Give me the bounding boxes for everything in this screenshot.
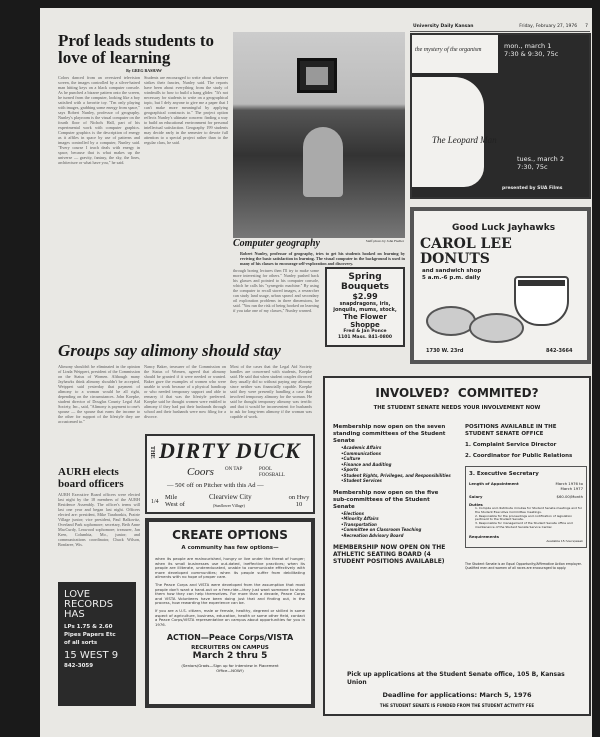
field-label: Duties <box>469 502 483 507</box>
ad-line: of all sorts <box>64 640 98 646</box>
field-value: $60.00/Month <box>556 494 583 499</box>
position: 1. Complaint Service Director <box>465 442 557 448</box>
ad-line: LOVE <box>64 589 91 600</box>
field-label: Requirements <box>469 533 499 539</box>
field-value: March 1976 to March 1977 <box>555 481 583 491</box>
membership-heading: Membership now open on the seven standing committees of the Student Senate <box>333 424 446 444</box>
shop-name: The Flower <box>343 313 387 321</box>
newspaper-page <box>40 8 592 737</box>
photo-credit: Staff photo by John Fiedler <box>365 239 404 243</box>
masthead-paper: University Daily Kansan <box>413 24 474 29</box>
article-column: through boring lectures then I'll try to make some more interesting for others." Nunley pushed back his glasses and pointed to his computer console, which he calls his "synergetic machine." By using the computer to recall stored images, a researcher can study land usage, urban sprawl and secondary oil exploration problems in three dimensions, he said. "You run the risk of being hooked on learning if you take one of my classes," Nunley warned. <box>233 268 319 313</box>
list-item: •Elections <box>341 510 365 516</box>
funding-note: THE STUDENT SENATE IS FUNDED FROM THE STUDENT ACTIVITY FEE <box>379 703 535 708</box>
list-item: 3. Responsible for management of the Student Senate office and maintenance of the Student Senate Service Center. <box>475 521 573 529</box>
bar-name: DIRTY DUCK <box>159 438 301 463</box>
shop-hours-line: 5 a.m.-6 p.m. daily <box>422 275 481 281</box>
field-label: Salary <box>469 494 483 499</box>
ad-line: HAS <box>64 609 85 620</box>
article-headline: AURH elects board officers <box>58 466 124 490</box>
membership-heading: MEMBERSHIP NOW OPEN ON THE ATHLETIC SEATING BOARD (4 STUDENT POSITIONS AVAILABLE) <box>333 544 446 565</box>
list-item: •Minority Affairs <box>341 516 379 521</box>
flower-shoppe-ad <box>325 267 405 347</box>
peace-corps-ad <box>145 518 315 708</box>
ad-line: on Hwy 10 <box>288 494 310 508</box>
article-headline: Groups say alimony should stay <box>58 341 281 360</box>
owners: Fred & Jan Ponce <box>343 329 387 334</box>
shop-name-line: DONUTS <box>420 251 490 267</box>
positions-heading: POSITIONS AVAILABLE IN THE STUDENT SENATE OFFICE <box>465 424 557 437</box>
ad-paragraph: The Peace Corps and VISTA were developed from the assumption that most people don't want a hand-out or a free-ride—they just want someone to show them how they can help themselves. For more than a decade, Peace Corps and VISTA Volunteers have been doing just that and finding out, in the process, how rewarding the experience can be. <box>155 582 305 606</box>
dirty-duck-ad <box>145 434 315 514</box>
phone: 842-3059 <box>64 663 94 669</box>
article-column: Nancy Baker, treasurer of the Commission on the Status of Women, agreed that alimony should be granted if it were needed or wanted. Baker gave the examples of women who were unable to work because of a physical handicap or who needed temporary support and able to remarry if that was the lifestyle preferred. Koepke said he thought women were entitled to alimony if they had put their husbands through school and their husbands were now filing for a divorce. <box>144 364 226 419</box>
shop-sub: and sandwich shop <box>422 268 482 274</box>
ad-dates: March 2 thru 5 <box>192 651 268 662</box>
ad-action: ACTION—Peace Corps/VISTA <box>166 633 294 643</box>
committee-list <box>333 445 451 484</box>
positions-block <box>465 424 587 570</box>
beer-brand: Coors <box>187 466 214 478</box>
film-showtime <box>517 155 564 171</box>
article-column: Alimony shouldn't be eliminated in the opinion of Linda Weippert, president of the Commission on the Status of Women. Although many Jayhawks think alimony shouldn't be accepted, Weippert said yesterday that payment of alimony to a woman would be all right, depending on the circumstances. John Koepke, student director of Douglas County Legal Aid Society, Inc., said, "Alimony is payment to one's spouse — the spouse that earns the income to the other for support of the lifestyle they are accustomed to." <box>58 364 140 424</box>
article-column: AURH Executive Board officers were elected last night by the 18 members of the AURH Residence Assembly. The officer's terms will last one year and began last night. Officers elected are: president, Mike Tarabonkis, Prairie Village junior; vice president, Paul Balkovitz, Overland Park sophomore; secretary, Beth Anne MacCurdy, Leawood sophomore; treasurer, Jan Kren, Columbia, Mo., junior; and communications coordinator, Chuck Wilson, Bonfaree, Wis. <box>58 492 140 547</box>
film-time: 7:30, 75c <box>517 163 548 171</box>
ad-line: 1/4 <box>151 499 159 505</box>
ad-title: CREATE OPTIONS <box>172 528 288 542</box>
article-aurh <box>58 466 140 576</box>
film-title: the mystery of the organism <box>412 35 498 73</box>
caption-title: Computer geography <box>233 238 320 249</box>
sua-film-ad <box>410 33 591 199</box>
film-title: The Leopard Man <box>432 135 497 145</box>
committee-list <box>333 511 451 539</box>
film-showtime <box>504 42 558 58</box>
ad-line: (Sunflower Village) <box>213 503 245 508</box>
presenter: presented by SUA Films <box>502 186 563 191</box>
ad-line: Bouquets <box>340 282 390 292</box>
ad-line: LPs 1.75 & 2.60 <box>64 624 113 630</box>
ad-line: Pipes Papers Etc <box>64 632 116 638</box>
ad-line: THE <box>149 446 155 459</box>
executive-secretary-box <box>465 466 587 548</box>
article-column: Students are encouraged to write about whatever strikes their fancies, Nunley said. The reports have been about everything from the study of windmills to how to build a hang glider. "It's not necessary for students to write on a geographical topic, but I defy anyone to give me a paper that I can't make more meaningful by applying geographical constructs to." The project option reflects Nunley's ultimate concern: finding a way to build an educational environment for personal intellectual satisfaction. Geography 199 students may decide early in the semester to devote full attention to a special project rather than to the regular class, he said. <box>144 75 228 145</box>
ad-paragraph: If you are a U.S. citizen, male or female, healthy, degreed or skilled in some aspect of agriculture, business, education, health or some other field, contact a Peace Corps/VISTA representative on campus about opportunities for you in 1976. <box>155 608 305 627</box>
address: 15 WEST 9 <box>64 650 119 661</box>
list-item: •Communications <box>341 450 381 456</box>
phone: 842-3664 <box>546 348 573 354</box>
list-item: •Student Services <box>341 478 382 483</box>
film-date: mon., march 1 <box>504 42 552 50</box>
offer: — 50¢ off on Pitcher with this Ad — <box>167 482 264 489</box>
ad-title: INVOLVED? COMMITED? <box>375 386 539 400</box>
list-item: 2. Responsible for the proceedings and codification of legislation pertinent to the Student Senate. <box>475 513 573 522</box>
duties-list <box>469 507 583 530</box>
price: $2.99 <box>352 292 378 301</box>
page-number: 7 <box>585 24 588 29</box>
donut-icon <box>426 306 476 336</box>
photo-caption: Robert Nunley, professor of geography, tries to get his students hooked on learning by reviving the basic satisfaction in learning. The visual computer in the background is used in many of his classes to encourage self-exploration and discovery. <box>240 251 405 266</box>
shop-name <box>420 237 512 267</box>
shop-name-line: CAROL LEE <box>420 236 512 252</box>
ad-paragraph: when its people are malnourished, hungry or live under the threat of hunger; when its small businesses use out-dated, ineffective practices; when its people are illiterate, undereducated, unable to communicate effectively with more developed communities; when its people suffer from debilitating ailments with no hope of proper care. <box>155 557 305 580</box>
membership-block <box>333 424 451 565</box>
list-item: •Transportation <box>341 521 377 527</box>
address: 1101 Mass. 841-0800 <box>337 334 393 340</box>
computer-screen <box>297 58 337 93</box>
ad-subtitle: A community has few options— <box>181 545 279 551</box>
pickup-info: Pick up applications at the Student Senate office, 105 B, Kansas Union <box>347 671 565 686</box>
ad-line: Spring <box>348 272 382 282</box>
ad-slogan: Good Luck Jayhawks <box>452 223 556 233</box>
list-item: •Academic Affairs <box>341 445 382 450</box>
ad-line: POOL FOOSBALL <box>259 467 285 478</box>
list-item: 1. Compile and distribute minutes for Student Senate meetings and for the Student Executive Committee meetings. <box>475 506 583 514</box>
article-prof-leads <box>58 32 230 328</box>
person-silhouette <box>303 127 343 197</box>
article-column: Colors danced from an oversized television screen, the images controlled by a silver-haired man hitting keys on a black computer console. As he punched a bizarre pattern onto the screen, he turned from the computer, looking like a boy satisfied with a favorite toy. "I'm only playing with images, grabbing some energy from space," says Robert Nunley, professor of geography. Nunley's playroom is the visual computer on the fourth floor of Nichols Hall, part of his experimental work with computer graphics. Computer graphics is the description of energy as it affiles in space by use of patterns and images controlled by a computer, Nunley said. "Every course I teach deals with energy in space, because that is what makes up the universe — gravity, fantasy, the sky, the lines, architecture or what have you," he said. <box>58 75 140 165</box>
coffee-cup-icon <box>514 276 569 326</box>
membership-heading: Membership now open on the five sub-committees of the Student Senate <box>333 489 439 510</box>
list-item: •Finance and Auditing <box>341 461 392 467</box>
list-item: •Culture <box>341 456 361 461</box>
byline: By GREG BASHAW <box>126 68 162 73</box>
list-item: •Recreation Advisory Board <box>341 532 404 538</box>
film-date: tues., march 2 <box>517 155 564 163</box>
eeo-statement: The Student Senate is an Equal Opportunity/Affirmative Action employer. Qualified men and women of all races are encouraged to apply. <box>465 561 582 570</box>
ad-note: (Seniors/Grads—Sign up for interview in Placement Office—NOW!) <box>181 663 279 674</box>
deadline: Deadline for applications: March 5, 1976 <box>382 691 532 699</box>
address: 1730 W. 23rd <box>426 348 464 354</box>
ad-subtitle: THE STUDENT SENATE NEEDS YOUR INVOLVEMENT NOW <box>373 405 541 411</box>
masthead-date: Friday, February 27, 1976 <box>519 24 578 29</box>
ad-line: Mile West of <box>165 494 185 508</box>
position: 3. Executive Secretary <box>469 471 539 477</box>
article-column: Most of the cases that the Legal Aid Society handles are concerned with students, Koepke said. He said that when student couples divorced they usually did so without paying any alimony since neither was financially capable. Koepke said they were presently handling a case that involved temporary alimony for the woman. He said he thought temporary alimony was terrific and that it would be inconvenient for husbands to ask for long-term alimony if the woman was capable of work. <box>230 364 312 419</box>
leopard-illustration <box>412 77 484 187</box>
carol-lee-donuts-ad <box>410 207 591 364</box>
position: 2. Coordinator for Public Relations <box>465 453 573 459</box>
list-item: •Committee on Classroom Teaching <box>341 527 422 532</box>
film-time: 7:30 & 9:30, 75c <box>504 50 559 58</box>
article-headline: Prof leads students to love of learning <box>58 32 214 67</box>
ad-line: RECRUITERS ON CAMPUS <box>191 645 269 652</box>
shop-hours <box>422 268 481 282</box>
flower-list: snapdragons, iris, jonquils, mums, stock, <box>333 301 397 313</box>
donut-icon <box>469 313 524 343</box>
list-item: •Student Rights, Privileges, and Responsibilities <box>341 472 451 478</box>
field-value: Available 15 hours/week <box>546 538 583 543</box>
list-item: •Sports <box>341 467 359 472</box>
masthead-rule <box>410 31 590 32</box>
shop-name: Shoppe <box>350 321 380 329</box>
love-records-ad <box>58 582 136 706</box>
ad-line: Clearview City <box>209 493 252 501</box>
ad-line: RECORDS <box>64 599 114 610</box>
student-senate-ad <box>323 376 591 716</box>
field-label: Length of Appointment <box>469 481 519 486</box>
masthead-right <box>519 24 588 29</box>
photo-computer-geography <box>233 32 405 238</box>
ad-line: ON TAP <box>225 467 243 472</box>
